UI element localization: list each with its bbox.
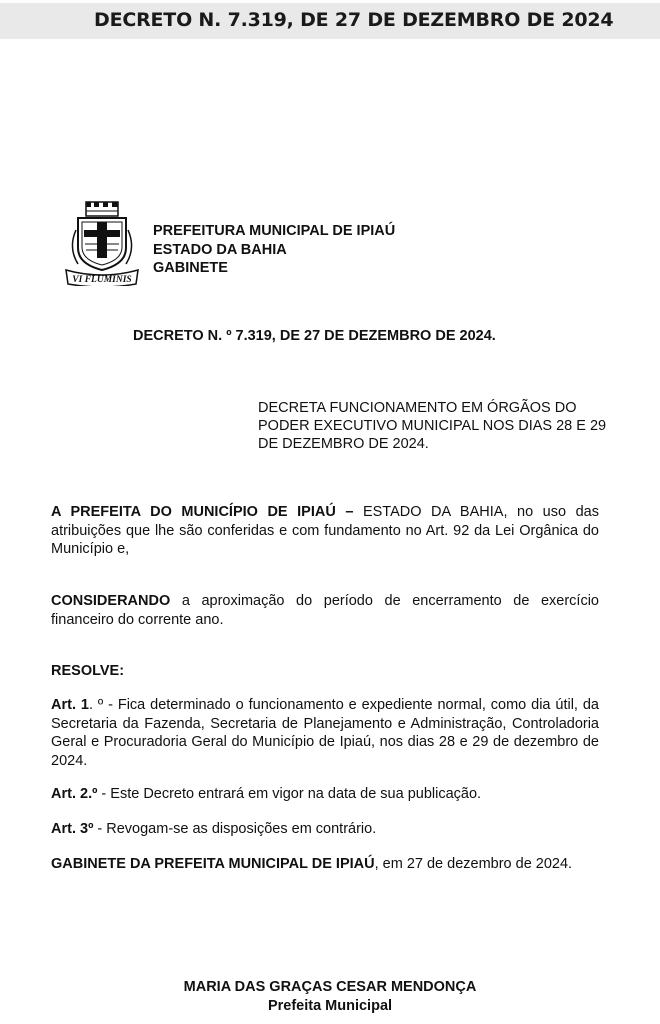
article-1-text: . º - Fica determinado o funcionamento e expediente normal, como dia útil, da Secretaria da Fazenda, Secretaria de Planejamento e Administração, Controladoria Geral e Procuradoria Geral do Município de Ipiaú, nos dias 28 e 29 de dezembro de 2024.	[51, 697, 599, 769]
municipal-crest-icon	[64, 200, 140, 286]
considerando-paragraph	[51, 592, 599, 629]
signatory-name: MARIA DAS GRAÇAS CESAR MENDONÇA	[183, 979, 477, 995]
letterhead-line-2: ESTADO DA BAHIA	[153, 241, 287, 258]
crest-motto: VI FLUMINIS	[72, 275, 132, 285]
preamble-text: ESTADO DA BAHIA, no uso das atribuições que lhe são conferidas e com fundamento no Art. 92 da Lei Orgânica do Município e,	[51, 504, 599, 557]
preamble-paragraph	[51, 503, 599, 559]
article-3-text: - Revogam-se as disposições em contrário.	[93, 821, 377, 837]
banner-title: DECRETO N. 7.319, DE 27 DE DEZEMBRO DE 2024	[94, 9, 614, 31]
letterhead-line-1: PREFEITURA MUNICIPAL DE IPIAÚ	[153, 223, 396, 239]
signatory-title: Prefeita Municipal	[267, 997, 393, 1014]
signature-block	[0, 978, 660, 1015]
closing-text: , em 27 de dezembro de 2024.	[374, 856, 573, 872]
article-2-label: Art. 2.º	[51, 786, 98, 802]
article-1	[51, 696, 599, 770]
closing-paragraph	[51, 855, 599, 874]
decree-summary: DECRETA FUNCIONAMENTO EM ÓRGÃOS DO PODER EXECUTIVO MUNICIPAL NOS DIAS 28 E 29 DE DEZEMBRO DE 2024.	[258, 400, 607, 452]
resolve-heading: RESOLVE:	[51, 663, 125, 679]
article-3-label: Art. 3º	[51, 821, 94, 837]
preamble-lead: A PREFEITA DO MUNICÍPIO DE IPIAÚ –	[51, 504, 354, 520]
article-3	[51, 820, 599, 839]
article-2-text: - Este Decreto entrará em vigor na data de sua publicação.	[97, 786, 482, 802]
decree-title: DECRETO N. º 7.319, DE 27 DE DEZEMBRO DE 2024.	[133, 328, 496, 344]
letterhead	[153, 222, 395, 278]
article-2	[51, 785, 599, 804]
considerando-text: a aproximação do período de encerramento de exercício financeiro do corrente ano.	[51, 593, 599, 628]
letterhead-line-3: GABINETE	[153, 260, 228, 276]
considerando-lead: CONSIDERANDO	[51, 593, 171, 609]
article-1-label: Art. 1	[51, 697, 89, 713]
closing-lead: GABINETE DA PREFEITA MUNICIPAL DE IPIAÚ	[51, 856, 375, 872]
document-banner	[0, 3, 660, 39]
